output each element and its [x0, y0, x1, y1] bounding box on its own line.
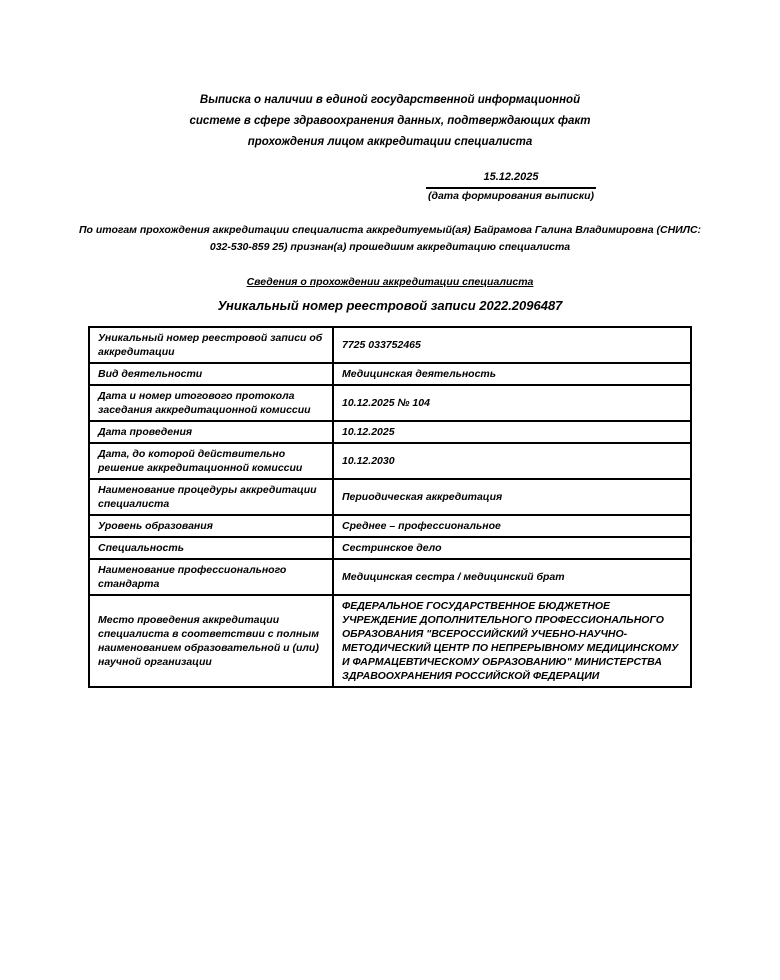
row-value: 7725 033752465 [333, 327, 691, 363]
title-line-1: Выписка о наличии в единой государственной информационной [199, 94, 581, 106]
issue-date-value: 15.12.2025 [426, 171, 596, 189]
table-row-activity-type [89, 363, 691, 385]
row-value: Среднее – профессиональное [333, 515, 691, 537]
table-row-specialty [89, 537, 691, 559]
table-row-professional-standard [89, 559, 691, 595]
row-value: Медицинская деятельность [333, 363, 691, 385]
table-row-accreditation-place [89, 595, 691, 687]
row-label: Место проведения аккредитации специалиста в соответствии с полным наименованием образовательной и (или) научной организации [89, 595, 333, 687]
intro-line-1: По итогам прохождения аккредитации специалиста аккредитуемый(ая) Байрамова Галина Владимировна (СНИЛС: [78, 224, 702, 236]
table-row-education-level [89, 515, 691, 537]
document-page [0, 90, 780, 980]
row-value: 10.12.2030 [333, 443, 691, 479]
title-line-3: прохождения лицом аккредитации специалиста [247, 136, 533, 148]
row-label: Наименование профессионального стандарта [89, 559, 333, 595]
registry-number-heading: Уникальный номер реестровой записи 2022.2096487 [217, 298, 563, 313]
row-label: Дата, до которой действительно решение аккредитационной комиссии [89, 443, 333, 479]
table-row-accreditation-number [89, 327, 691, 363]
row-label: Уникальный номер реестровой записи об аккредитации [89, 327, 333, 363]
row-value: ФЕДЕРАЛЬНОЕ ГОСУДАРСТВЕННОЕ БЮДЖЕТНОЕ УЧРЕЖДЕНИЕ ДОПОЛНИТЕЛЬНОГО ПРОФЕССИОНАЛЬНОГО ОБРАЗОВАНИЯ "ВСЕРОССИЙСКИЙ УЧЕБНО-НАУЧНО-МЕТОДИЧЕСКИЙ ЦЕНТР ПО НЕПРЕРЫВНОМУ МЕДИЦИНСКОМУ И ФАРМАЦЕВТИЧЕСКОМУ ОБРАЗОВАНИЮ" МИНИСТЕРСТВА ЗДРАВООХРАНЕНИЯ РОССИЙСКОЙ ФЕДЕРАЦИИ [333, 595, 691, 687]
table-row-procedure-name [89, 479, 691, 515]
title-line-2: системе в сфере здравоохранения данных, подтверждающих факт [189, 115, 591, 127]
details-table [88, 326, 692, 688]
table-row-conduct-date [89, 421, 691, 443]
row-value: 10.12.2025 № 104 [333, 385, 691, 421]
row-label: Дата проведения [89, 421, 333, 443]
section-heading: Сведения о прохождении аккредитации специалиста [246, 276, 534, 288]
row-value: Сестринское дело [333, 537, 691, 559]
row-value: Медицинская сестра / медицинский брат [333, 559, 691, 595]
row-label: Специальность [89, 537, 333, 559]
row-label: Дата и номер итогового протокола заседания аккредитационной комиссии [89, 385, 333, 421]
row-label: Вид деятельности [89, 363, 333, 385]
intro-paragraph [0, 222, 780, 256]
row-value: Периодическая аккредитация [333, 479, 691, 515]
row-label: Уровень образования [89, 515, 333, 537]
intro-line-2: 032-530-859 25) признан(а) прошедшим аккредитацию специалиста [209, 241, 571, 253]
document-title [0, 90, 780, 153]
row-value: 10.12.2025 [333, 421, 691, 443]
table-row-protocol-date-number [89, 385, 691, 421]
issue-date-caption: (дата формирования выписки) [427, 190, 595, 202]
issue-date-block [426, 171, 596, 202]
table-row-valid-until-date [89, 443, 691, 479]
row-label: Наименование процедуры аккредитации специалиста [89, 479, 333, 515]
